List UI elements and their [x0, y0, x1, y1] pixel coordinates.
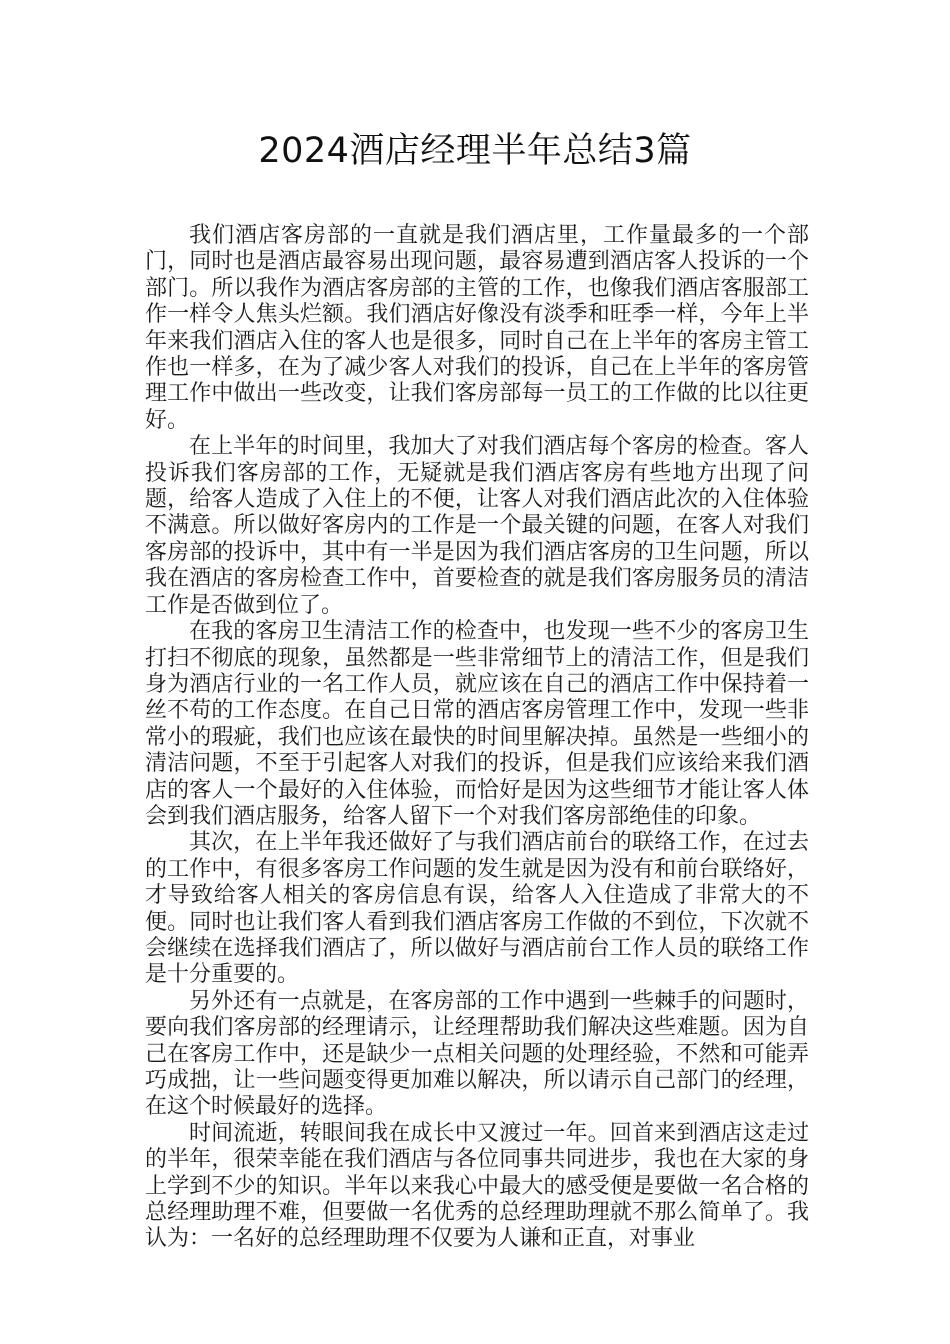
document-body — [145, 223, 809, 1253]
paragraph-2: 在上半年的时间里，我加大了对我们酒店每个客房的检查。客人投诉我们客房部的工作，无疑就是我们酒店客房有些地方出现了问题，给客人造成了入住上的不便，让客人对我们酒店此次的入住体验不满意。所以做好客房内的工作是一个最关键的问题，在客人对我们客房部的投诉中，其中有一半是因为我们酒店客房的卫生问题，所以我在酒店的客房检查工作中，首要检查的就是我们客房服务员的清洁工作是否做到位了。 — [145, 434, 809, 618]
paragraph-3: 在我的客房卫生清洁工作的检查中，也发现一些不少的客房卫生打扫不彻底的现象，虽然都是一些非常细节上的清洁工作，但是我们身为酒店行业的一名工作人员，就应该在自己的酒店工作中保持着一丝不苟的工作态度。在自己日常的酒店客房管理工作中，发现一些非常小的瑕疵，我们也应该在最快的时间里解决掉。虽然是一些细小的清洁问题，不至于引起客人对我们的投诉，但是我们应该给来我们酒店的客人一个最好的入住体验，而恰好是因为这些细节才能让客人体会到我们酒店服务，给客人留下一个对我们客房部绝佳的印象。 — [145, 619, 809, 829]
paragraph-4: 其次，在上半年我还做好了与我们酒店前台的联络工作，在过去的工作中，有很多客房工作问题的发生就是因为没有和前台联络好，才导致给客人相关的客房信息有误，给客人入住造成了非常大的不便。同时也让我们客人看到我们酒店客房工作做的不到位，下次就不会继续在选择我们酒店了，所以做好与酒店前台工作人员的联络工作是十分重要的。 — [145, 830, 809, 988]
document-title: 2024酒店经理半年总结3篇 — [258, 131, 692, 171]
paragraph-1: 我们酒店客房部的一直就是我们酒店里，工作量最多的一个部门，同时也是酒店最容易出现问题，最容易遭到酒店客人投诉的一个部门。所以我作为酒店客房部的主管的工作，也像我们酒店客服部工作一样令人焦头烂额。我们酒店好像没有淡季和旺季一样，今年上半年来我们酒店入住的客人也是很多，同时自己在上半年的客房主管工作也一样多，在为了减少客人对我们的投诉，自己在上半年的客房管理工作中做出一些改变，让我们客房部每一员工的工作做的比以往更好。 — [145, 223, 809, 433]
paragraph-5: 另外还有一点就是，在客房部的工作中遇到一些棘手的问题时，要向我们客房部的经理请示，让经理帮助我们解决这些难题。因为自己在客房工作中，还是缺少一点相关问题的处理经验，不然和可能弄巧成拙，让一些问题变得更加难以解决，所以请示自己部门的经理，在这个时候最好的选择。 — [145, 988, 809, 1120]
paragraph-6: 时间流逝，转眼间我在成长中又渡过一年。回首来到酒店这走过的半年，很荣幸能在我们酒店与各位同事共同进步，我也在大家的身上学到不少的知识。半年以来我心中最大的感受便是要做一名合格的总经理助理不难，但要做一名优秀的总经理助理就不那么简单了。我认为：一名好的总经理助理不仅要为人谦和正直，对事业 — [145, 1120, 809, 1252]
